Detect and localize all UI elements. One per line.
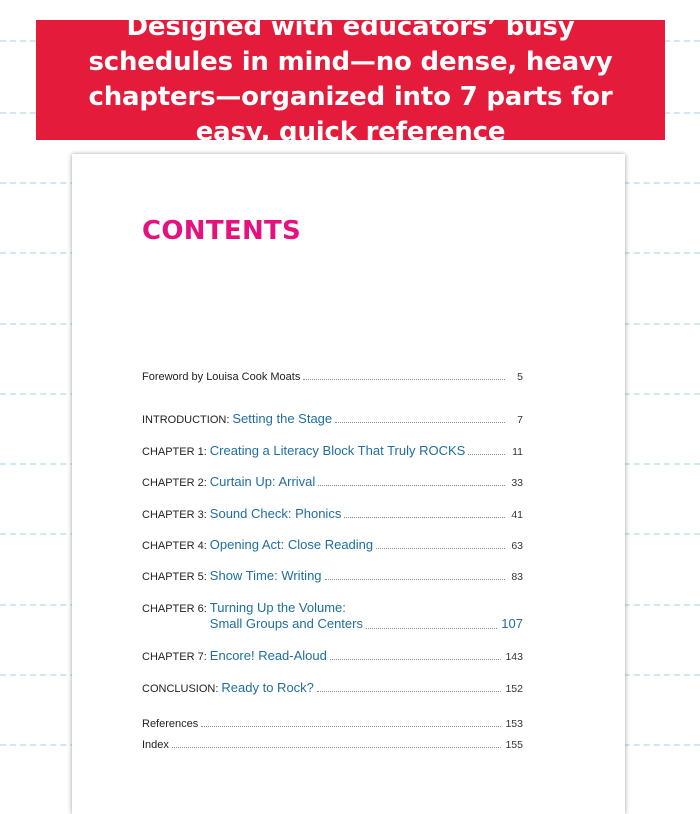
toc-page-number: 155 — [505, 739, 523, 751]
toc-entry-chapter-5 — [142, 568, 523, 583]
toc-label: CHAPTER 1: — [142, 446, 207, 458]
toc-title: Encore! Read-Aloud — [209, 648, 327, 663]
toc-page-number: 107 — [501, 616, 523, 631]
dot-leader — [344, 517, 505, 518]
dot-leader — [325, 579, 505, 580]
toc-label: CHAPTER 5: — [142, 571, 207, 583]
toc-title: Show Time: Writing — [209, 568, 322, 583]
toc-entry-chapter-1 — [142, 443, 523, 458]
dot-leader — [172, 747, 502, 748]
toc-title: Curtain Up: Arrival — [209, 474, 316, 489]
toc-page-number: 5 — [517, 371, 523, 383]
toc-page-number: 143 — [505, 651, 523, 663]
dot-leader — [376, 548, 505, 549]
dot-leader — [317, 691, 502, 692]
toc-title-block — [210, 600, 523, 632]
toc-label: CHAPTER 3: — [142, 509, 207, 521]
contents-page — [72, 154, 625, 814]
toc-entry-references — [142, 718, 523, 730]
toc-page-number: 33 — [511, 477, 523, 489]
toc-page-number: 7 — [517, 414, 523, 426]
toc-title: Creating a Literacy Block That Truly ROCKS — [209, 443, 466, 458]
dot-leader — [468, 454, 505, 455]
toc-label: Index — [142, 739, 169, 751]
dot-leader — [318, 485, 505, 486]
toc-entry-introduction — [142, 411, 523, 426]
dot-leader — [330, 659, 502, 660]
toc-entry-chapter-4 — [142, 537, 523, 552]
toc-page-number: 153 — [505, 718, 523, 730]
dot-leader — [366, 628, 497, 629]
toc-label: CHAPTER 7: — [142, 651, 207, 663]
promo-banner — [36, 12, 665, 147]
dot-leader — [303, 379, 505, 380]
toc-page-number: 63 — [511, 540, 523, 552]
toc-label: Foreword by Louisa Cook Moats — [142, 371, 301, 383]
toc-label: CHAPTER 4: — [142, 540, 207, 552]
toc-entry-foreword — [142, 371, 523, 383]
dot-leader — [335, 422, 505, 423]
toc-title: Ready to Rock? — [221, 680, 314, 695]
toc-entry-chapter-2 — [142, 474, 523, 489]
toc-label: References — [142, 718, 199, 730]
toc-page-number: 11 — [512, 446, 523, 458]
toc-label: CONCLUSION: — [142, 683, 219, 695]
toc-title-continued: Small Groups and Centers — [209, 616, 363, 631]
toc-title-line2 — [210, 616, 523, 632]
toc-title: Sound Check: Phonics — [209, 506, 342, 521]
toc-entry-chapter-3 — [142, 506, 523, 521]
toc-page-number: 41 — [511, 509, 523, 521]
toc-title: Setting the Stage — [232, 411, 333, 426]
toc-entry-conclusion — [142, 680, 523, 695]
toc-entry-chapter-7 — [142, 648, 523, 663]
contents-title: CONTENTS — [142, 216, 302, 246]
toc-entry-chapter-6 — [142, 600, 523, 632]
toc-label: CHAPTER 6: — [142, 603, 207, 615]
toc-title: Turning Up the Volume: — [209, 600, 346, 615]
toc-page-number: 152 — [505, 683, 523, 695]
dot-leader — [201, 726, 501, 727]
banner-text: Designed with educators’ busy schedules in mind—no dense, heavy chapters—organized into 7 parts for easy, quick reference — [88, 12, 613, 147]
toc-entry-index — [142, 739, 523, 751]
toc-title: Opening Act: Close Reading — [209, 537, 374, 552]
toc-page-number: 83 — [511, 571, 523, 583]
toc-label: INTRODUCTION: — [142, 414, 230, 426]
toc-label: CHAPTER 2: — [142, 477, 207, 489]
